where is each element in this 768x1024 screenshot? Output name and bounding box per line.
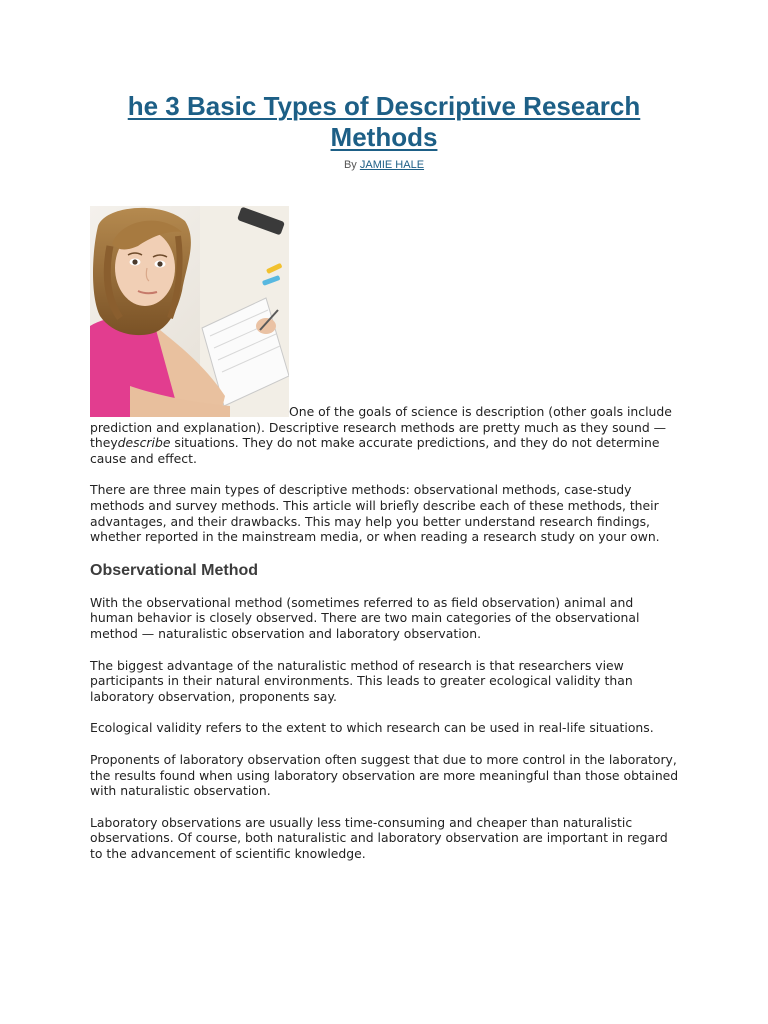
byline	[0, 158, 768, 172]
paragraph-naturalistic-advantage: The biggest advantage of the naturalistic method of research is that researchers view participants in their natural environments. This leads to greater ecological validity than laboratory observation, proponents say.	[90, 657, 633, 704]
author-link[interactable]: JAMIE HALE	[359, 159, 425, 171]
paragraph-observational-method: With the observational method (sometimes referred to as field observation) animal and human behavior is closely observed. There are two main categories of the observational method — naturalistic observation and laboratory observation.	[90, 594, 640, 641]
intro-emphasis: describe	[117, 435, 171, 451]
paragraph-descriptive-types: There are three main types of descriptive methods: observational methods, case-study methods and survey methods. This article will briefly describe each of these methods, their advantages, and their drawbacks. This may help you better understand research findings, whether reported in the mainstream media, or when reading a research study on your own.	[90, 482, 660, 545]
article-photo	[90, 206, 289, 417]
paragraph-laboratory-cost: Laboratory observations are usually less time-consuming and cheaper than naturalistic observations. Of course, both naturalistic and laboratory observation are important in regard to the advancement of scientific knowledge.	[90, 814, 668, 861]
article-title[interactable]: he 3 Basic Types of Descriptive Research Methods	[127, 91, 641, 152]
section-heading-observational: Observational Method	[90, 561, 259, 579]
photo-float-spacer	[90, 415, 289, 416]
intro-paragraph	[90, 404, 680, 466]
paragraph-ecological-validity: Ecological validity refers to the extent to which research can be used in real-life situations.	[90, 720, 654, 736]
intro-text-1: One of the goals of science is description (other goals include prediction and explanation). Descriptive research methods are pretty much as they sound — they	[90, 404, 672, 451]
intro-text-2: situations. They do not make accurate predictions, and they do not determine cause and effect.	[90, 435, 660, 466]
byline-prefix: By	[343, 159, 360, 171]
paragraph-laboratory-proponents: Proponents of laboratory observation often suggest that due to more control in the laboratory, the results found when using laboratory observation are more meaningful than those obtained with naturalistic observation.	[90, 751, 679, 799]
article-body	[90, 404, 680, 877]
